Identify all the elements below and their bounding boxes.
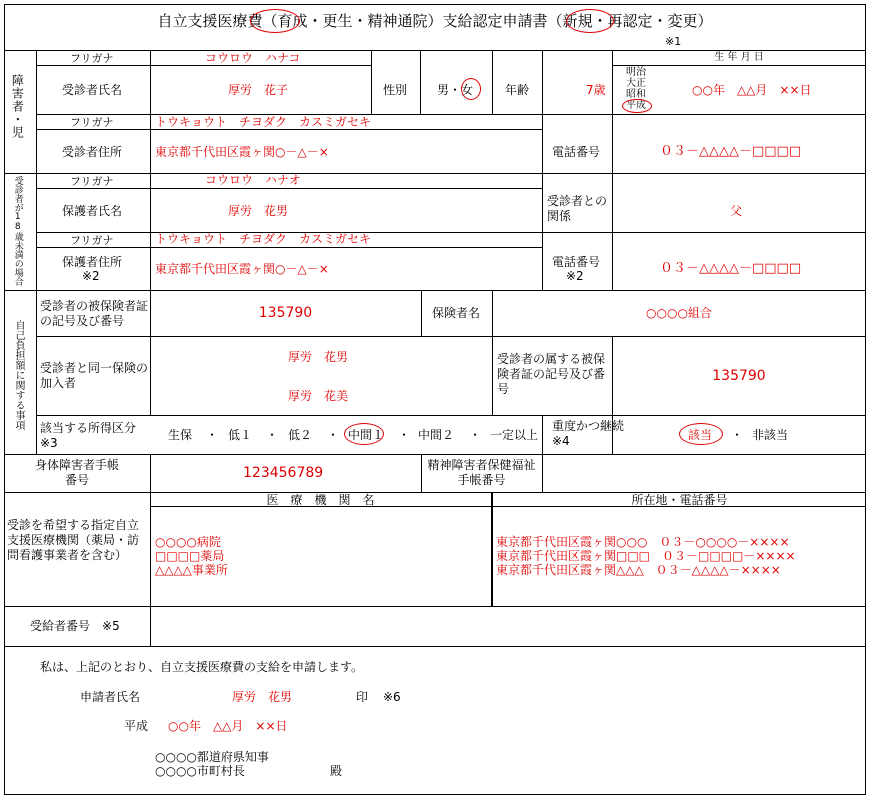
mental-handbook-label: 精神障害者保健福祉手帳番号 — [427, 458, 536, 487]
income-option: 低１ — [228, 428, 253, 442]
guardian-furigana: コウロウ ハナオ — [205, 173, 301, 187]
sex-label: 性別 — [383, 83, 408, 97]
guardian-phone-label: 電話番号 — [552, 255, 601, 269]
insurer-value: ○○○○組合 — [646, 306, 712, 320]
insurance-card-value: 135790 — [258, 305, 313, 321]
selection-circle — [566, 9, 614, 33]
selection-circle — [250, 9, 300, 33]
age-value: 7歳 — [586, 83, 606, 97]
title-note: ※1 — [665, 35, 682, 48]
institution-address-header: 所在地・電話番号 — [631, 493, 728, 507]
age-label: 年齢 — [505, 83, 530, 97]
addressee-mayor: ○○○○市町村長 — [155, 764, 245, 778]
severe-option-selected: 該当 — [688, 428, 713, 442]
selection-circle — [679, 423, 723, 445]
sex-options: 男・女 — [437, 83, 474, 97]
income-option: 中間２ — [418, 428, 455, 442]
selection-circle — [461, 78, 481, 100]
applicant-label: 申請者氏名 — [80, 690, 141, 704]
separator: ・ — [266, 428, 279, 442]
separator: ・ — [327, 428, 340, 442]
separator: ・ — [398, 428, 411, 442]
severe-option: 非該当 — [752, 428, 789, 442]
patient-section-label: 障害者・児 — [10, 74, 25, 139]
institution-address: 東京都千代田区霞ヶ関□□□ ０３－□□□□－×××× — [496, 549, 796, 563]
income-option: 生保 — [168, 428, 193, 442]
title-ikusei: 育成 — [277, 12, 308, 30]
same-insurance-name: 厚労 花男 — [288, 350, 349, 364]
date-era: 平成 — [124, 719, 149, 733]
institution-name: ○○○○病院 — [155, 535, 221, 549]
addressee-governor: ○○○○都道府県知事 — [155, 750, 269, 764]
income-note: ※3 — [40, 436, 58, 450]
institution-name-header: 医 療 機 関 名 — [266, 493, 375, 507]
guardian-address: 東京都千代田区霞ヶ関○－△－× — [155, 262, 329, 276]
guardian-address-furigana: トウキョウト チヨダク カスミガセキ — [155, 232, 372, 246]
patient-furigana-label: フリガナ — [70, 52, 114, 65]
applicant-name: 厚労 花男 — [232, 690, 293, 704]
recipient-label: 受給者番号 ※5 — [30, 619, 120, 633]
member-card-label: 受診者の属する被保険者証の記号及び番号 — [497, 352, 606, 396]
declaration-statement: 私は、上記のとおり、自立支援医療費の支給を申請します。 — [40, 660, 364, 674]
guardian-address-note: ※2 — [82, 269, 100, 283]
patient-furigana: コウロウ ハナコ — [205, 51, 301, 65]
income-option: 一定以上 — [490, 428, 539, 442]
era-list: 明治 大正 昭和 平成 — [626, 67, 646, 111]
separator: ・ — [469, 428, 482, 442]
phone-label: 電話番号 — [552, 145, 601, 159]
severe-note: ※4 — [552, 434, 570, 448]
insurance-card-label: 受診者の被保険者証の記号及び番号 — [40, 299, 149, 328]
title-shinki: 新規 — [562, 12, 593, 30]
seal-mark: 印 — [356, 690, 369, 704]
income-option: 低２ — [288, 428, 313, 442]
address-furigana: トウキョウト チヨダク カスミガセキ — [155, 115, 372, 129]
seal-note: ※6 — [383, 690, 401, 704]
guardian-address-furigana-label: フリガナ — [70, 234, 114, 247]
address-furigana-label: フリガナ — [70, 116, 114, 129]
guardian-furigana-label: フリガナ — [70, 175, 114, 188]
guardian-phone: ０３－△△△△－□□□□ — [660, 261, 802, 276]
institution-name-list — [155, 535, 228, 577]
phone-value: ０３－△△△△－□□□□ — [660, 144, 802, 159]
institution-name: □□□□薬局 — [155, 549, 225, 563]
guardian-name-label: 保護者氏名 — [62, 204, 123, 218]
separator: ・ — [206, 428, 219, 442]
severe-label: 重度かつ継続 ※4 — [552, 419, 625, 448]
income-option-selected: 中間１ — [348, 428, 385, 442]
guardian-section-label: 受診者が18歳未満の場合 — [12, 176, 23, 286]
patient-name-label: 受診者氏名 — [62, 83, 123, 97]
same-insurance-label: 受診者と同一保険の加入者 — [40, 361, 149, 390]
institution-address: 東京都千代田区霞ヶ関○○○ ０３－○○○○－×××× — [496, 535, 790, 549]
relation-label: 受診者との関係 — [547, 194, 608, 223]
address-value: 東京都千代田区霞ヶ関○－△－× — [155, 145, 329, 159]
guardian-phone-note: ※2 — [566, 269, 584, 283]
physical-handbook-value: 123456789 — [243, 465, 324, 481]
separator: ・ — [731, 428, 744, 442]
patient-name: 厚労 花子 — [228, 83, 289, 97]
dob-header: 生 年 月 日 — [714, 52, 764, 63]
burden-section-label: 自己負担額に関する事項 — [13, 320, 24, 430]
selection-circle — [344, 423, 384, 445]
insurer-label: 保険者名 — [432, 306, 481, 320]
guardian-address-label: 保護者住所 — [62, 255, 123, 269]
form-title: 自立支援医療費（育成・更生・精神通院）支給認定申請書（新規・再認定・変更） — [157, 12, 713, 30]
address-label: 受診者住所 — [62, 145, 123, 159]
physical-handbook-label: 身体障害者手帳番号 — [34, 458, 119, 487]
institution-address: 東京都千代田区霞ヶ関△△△ ０３－△△△△－×××× — [496, 563, 781, 577]
recipient-note: ※5 — [102, 619, 120, 633]
member-card-value: 135790 — [712, 368, 766, 384]
relation-value: 父 — [730, 204, 743, 218]
selection-circle — [622, 99, 652, 113]
application-date: ○○年 △△月 ××日 — [168, 719, 288, 733]
dob-value: ○○年 △△月 ××日 — [692, 83, 812, 97]
income-label: 該当する所得区分 ※3 — [40, 421, 137, 450]
guardian-name: 厚労 花男 — [228, 204, 289, 218]
sex-female: 女 — [461, 83, 474, 97]
institution-label: 受診を希望する指定自立支援医療機関（薬局・訪問看護事業者を含む） — [7, 518, 140, 562]
institution-address-list — [496, 535, 796, 577]
honorific: 殿 — [330, 764, 343, 778]
institution-name: △△△△事業所 — [155, 563, 228, 577]
same-insurance-name: 厚労 花美 — [288, 389, 349, 403]
